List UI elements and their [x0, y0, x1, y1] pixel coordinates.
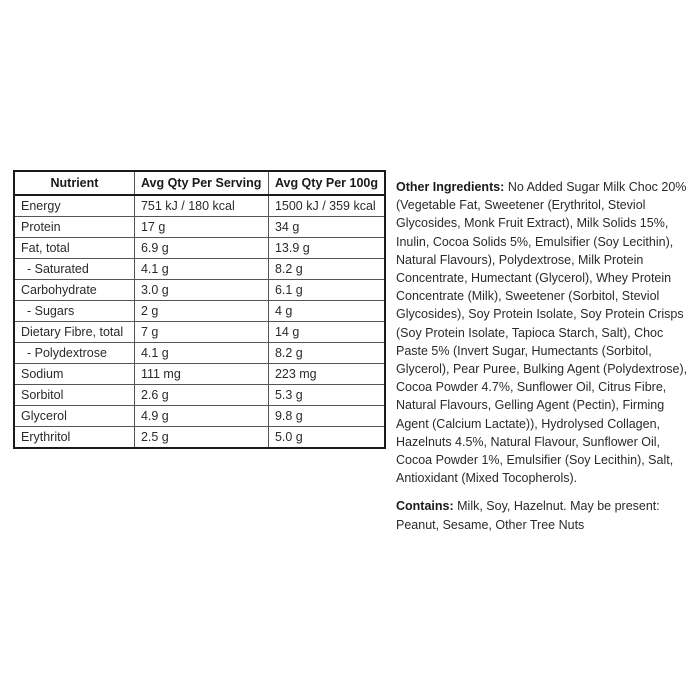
nutrient-cell: Sodium	[14, 364, 134, 385]
table-row	[14, 343, 385, 364]
per-serving-cell: 111 mg	[134, 364, 268, 385]
per-100g-cell: 223 mg	[268, 364, 385, 385]
contains-label: Contains:	[396, 499, 454, 514]
nutrient-cell: Glycerol	[14, 406, 134, 427]
other-ingredients-text: No Added Sugar Milk Choc 20% (Vegetable Fat, Sweetener (Erythritol, Steviol Glycosides, Monk Fruit Extract), Milk Solids 15%, Inulin, Cocoa Solids 5%, Emulsifier (Soy Lecithin), Natural Flavours), Polydextrose, Milk Protein Concentrate, Humectant (Glycerol), Whey Protein Concentrate (Milk), Sweetener (Sorbitol, Steviol Glycosides), Soy Protein Isolate, Soy Protein Crisps (Soy Protein Isolate, Tapioca Starch, Salt), Choc Paste 5% (Invert Sugar, Humectants (Sorbitol, Glycerol), Pear Puree, Bulking Agent (Polydextrose), Cocoa Powder 4.7%, Sunflower Oil, Citrus Fibre, Natural Flavours, Gelling Agent (Pectin), Firming Agent (Calcium Lactate)), Hydrolysed Collagen, Hazelnuts 4.5%, Natural Flavour, Sunflower Oil, Cocoa Powder 1%, Emulsifier (Soy Lecithin), Salt, Antioxidant (Mixed Tocopherols).	[396, 180, 688, 486]
per-serving-cell: 7 g	[134, 322, 268, 343]
table-body	[14, 195, 385, 448]
nutrient-cell: - Polydextrose	[14, 343, 134, 364]
table-row	[14, 280, 385, 301]
per-100g-cell: 14 g	[268, 322, 385, 343]
nutrient-cell: Sorbitol	[14, 385, 134, 406]
table-row	[14, 385, 385, 406]
per-100g-cell: 13.9 g	[268, 238, 385, 259]
contains-paragraph	[396, 497, 692, 533]
per-100g-cell: 34 g	[268, 217, 385, 238]
per-100g-cell: 9.8 g	[268, 406, 385, 427]
nutrient-cell: - Saturated	[14, 259, 134, 280]
per-100g-cell: 5.3 g	[268, 385, 385, 406]
per-serving-cell: 17 g	[134, 217, 268, 238]
table-row	[14, 364, 385, 385]
per-serving-cell: 4.1 g	[134, 343, 268, 364]
table-header-row	[14, 171, 385, 195]
nutrient-cell: Protein	[14, 217, 134, 238]
per-serving-cell: 2.6 g	[134, 385, 268, 406]
table-row	[14, 301, 385, 322]
per-serving-cell: 2 g	[134, 301, 268, 322]
per-serving-cell: 4.9 g	[134, 406, 268, 427]
other-ingredients-paragraph	[396, 178, 692, 487]
nutrient-cell: Erythritol	[14, 427, 134, 449]
per-serving-cell: 3.0 g	[134, 280, 268, 301]
per-100g-cell: 5.0 g	[268, 427, 385, 449]
table-row	[14, 322, 385, 343]
nutrient-cell: Dietary Fibre, total	[14, 322, 134, 343]
per-serving-cell: 751 kJ / 180 kcal	[134, 195, 268, 217]
per-100g-cell: 4 g	[268, 301, 385, 322]
table-row	[14, 195, 385, 217]
ingredients-panel	[396, 178, 692, 534]
other-ingredients-label: Other Ingredients:	[396, 180, 505, 194]
nutrient-cell: Carbohydrate	[14, 280, 134, 301]
per-100g-cell: 8.2 g	[268, 343, 385, 364]
per-100g-cell: 8.2 g	[268, 259, 385, 280]
table-row	[14, 427, 385, 449]
table-row	[14, 217, 385, 238]
nutrient-cell: Energy	[14, 195, 134, 217]
contains-text: Milk, Soy, Hazelnut. May be present: Peanut, Sesame, Other Tree Nuts	[396, 499, 660, 532]
nutrient-cell: Fat, total	[14, 238, 134, 259]
header-per-serving: Avg Qty Per Serving	[134, 171, 268, 195]
per-serving-cell: 2.5 g	[134, 427, 268, 449]
nutrition-table	[13, 170, 386, 449]
per-100g-cell: 1500 kJ / 359 kcal	[268, 195, 385, 217]
per-serving-cell: 6.9 g	[134, 238, 268, 259]
header-per-100g: Avg Qty Per 100g	[268, 171, 385, 195]
table-row	[14, 238, 385, 259]
header-nutrient: Nutrient	[14, 171, 134, 195]
table-row	[14, 406, 385, 427]
per-serving-cell: 4.1 g	[134, 259, 268, 280]
nutrient-cell: - Sugars	[14, 301, 134, 322]
per-100g-cell: 6.1 g	[268, 280, 385, 301]
table-row	[14, 259, 385, 280]
